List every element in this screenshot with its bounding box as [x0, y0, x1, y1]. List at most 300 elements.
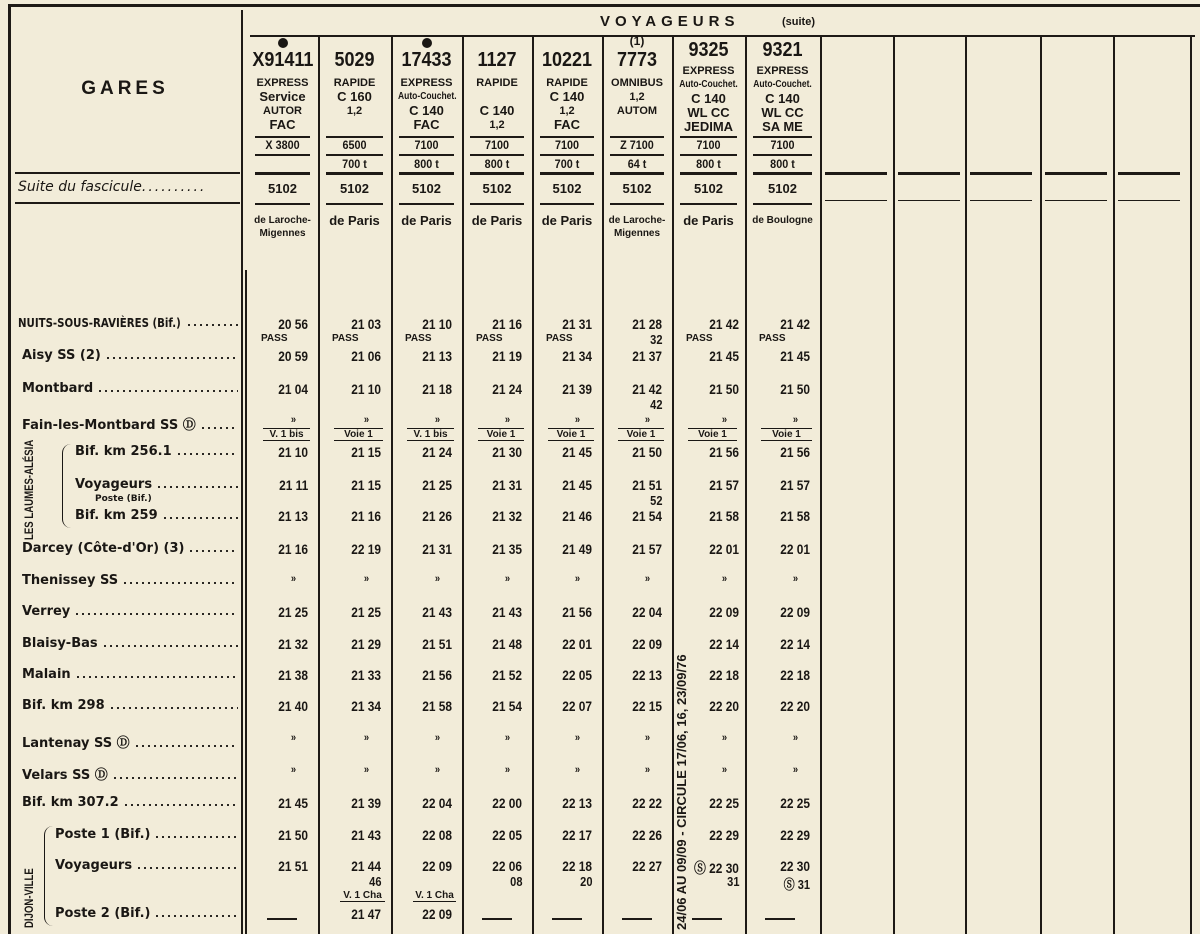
time-cell: 22 26 — [632, 827, 662, 843]
station-name: Lantenay SS Ⓓ — [22, 736, 130, 751]
time-cell: 22 01 — [709, 541, 739, 557]
train-number: 1127 — [477, 49, 517, 71]
gares-divider — [241, 10, 243, 934]
time-cell: 21 39 — [351, 795, 381, 811]
pass-label: PASS — [686, 333, 713, 344]
time-cell: » — [290, 414, 296, 426]
time-cell: 22 29 — [709, 827, 739, 843]
time-cell: 21 10 — [278, 444, 308, 460]
time-cell: 21 51 — [632, 477, 662, 493]
station-row — [22, 604, 238, 619]
empty-col-rule — [970, 200, 1032, 201]
train-type-line: AUTOM — [616, 105, 658, 117]
track-label: V. 1 bis — [263, 428, 310, 441]
train-type-line: RAPIDE — [476, 77, 518, 89]
time-cell: » — [721, 764, 727, 776]
time-cell: » — [363, 414, 369, 426]
time-cell: 21 56 — [422, 667, 452, 683]
time-cell: 21 42 — [780, 316, 810, 332]
time-cell: 21 45 — [278, 795, 308, 811]
time-cell: » — [434, 764, 440, 776]
time-cell: 21 50 — [632, 444, 662, 460]
station-row — [55, 858, 238, 873]
column-divider — [820, 37, 822, 934]
time-cell: » — [434, 732, 440, 744]
train-origin: de Laroche-Migennes — [254, 215, 311, 239]
time-cell: » — [792, 764, 798, 776]
column-divider — [602, 37, 604, 934]
time-cell: 21 16 — [351, 508, 381, 524]
time-cell: » — [792, 573, 798, 585]
train-origin: de Paris — [541, 213, 593, 228]
station-name: Verrey — [22, 604, 71, 619]
time-cell: 22 09 — [422, 858, 452, 874]
time-cell: 21 32 — [278, 636, 308, 652]
rule-thick — [399, 172, 454, 175]
pass-label: PASS — [332, 333, 359, 344]
track-label: Voie 1 — [618, 428, 664, 441]
column-divider — [1113, 37, 1115, 934]
station-row — [22, 541, 238, 556]
time-cell-second: 20 — [579, 874, 592, 889]
track-label: Voie 1 — [478, 428, 524, 441]
dot-leader — [156, 486, 238, 488]
time-cell: 21 13 — [422, 348, 452, 364]
station-name: Bif. km 259 — [75, 508, 158, 523]
laumes-poste-label: Poste (Bif.) — [95, 494, 152, 504]
circulation-note: 24/06 AU 09/09 - CIRCULE 17/06, 16, 23/09/76 — [674, 654, 689, 930]
station-name: Poste 2 (Bif.) — [55, 906, 151, 921]
time-cell: 22 25 — [780, 795, 810, 811]
train-type-line: WL CC — [761, 105, 804, 120]
time-cell: 21 16 — [278, 541, 308, 557]
rule — [680, 203, 737, 205]
train-type-line: C 140 — [409, 103, 444, 118]
track-label: Voie 1 — [688, 428, 737, 441]
brace-laumes — [62, 444, 71, 528]
rule — [680, 154, 737, 156]
time-cell: 21 11 — [278, 477, 308, 493]
train-type — [534, 76, 600, 132]
fascicule-ref: 5102 — [694, 181, 723, 196]
time-cell: 21 03 — [351, 316, 381, 332]
rule — [753, 203, 812, 205]
time-cell: 22 27 — [632, 858, 662, 874]
empty-col-rule — [1045, 200, 1107, 201]
traction: 7100 — [484, 138, 510, 152]
tonnage: 800 t — [770, 157, 795, 171]
time-cell: 21 52 — [492, 667, 522, 683]
station-name: Darcey (Côte-d'Or) (3) — [22, 541, 185, 556]
train-type-line: RAPIDE — [333, 77, 376, 89]
train-type — [674, 64, 743, 134]
time-cell-second: 46 — [368, 874, 381, 889]
station-row — [75, 508, 238, 523]
train-type — [320, 76, 389, 118]
train-type-line: C 160 — [337, 89, 372, 104]
time-cell: 22 22 — [632, 795, 662, 811]
time-cell: 22 13 — [632, 667, 662, 683]
dot-leader — [154, 915, 238, 917]
train-type-line: C 140 — [765, 91, 800, 106]
time-cell: 22 04 — [422, 795, 452, 811]
time-cell: 21 31 — [562, 316, 592, 332]
tonnage: 700 t — [342, 157, 367, 171]
rule — [610, 154, 664, 156]
time-cell: 21 10 — [422, 316, 452, 332]
train-type-line: 1,2 — [559, 105, 575, 117]
time-cell: 21 33 — [351, 667, 381, 683]
time-cell: Ⓢ 22 30 — [694, 860, 739, 876]
time-cell: 21 58 — [709, 508, 739, 524]
time-cell: 21 29 — [351, 636, 381, 652]
time-cell: 21 37 — [632, 348, 662, 364]
station-row — [22, 764, 238, 783]
rule — [255, 203, 310, 205]
dot-leader — [176, 453, 238, 455]
time-cell: 21 48 — [492, 636, 522, 652]
rule — [255, 154, 310, 156]
traction: 7100 — [770, 138, 795, 152]
station-name: Poste 1 (Bif.) — [55, 827, 151, 842]
train-type-line: JEDIMA — [683, 119, 734, 134]
time-cell: 21 13 — [278, 508, 308, 524]
train-type — [249, 76, 316, 132]
time-cell: 21 50 — [780, 381, 810, 397]
time-cell: 22 18 — [562, 858, 592, 874]
time-cell: 22 18 — [709, 667, 739, 683]
time-cell: 22 04 — [632, 604, 662, 620]
train-number: 9321 — [762, 39, 803, 61]
dot-leader — [109, 707, 238, 709]
fascicule-ref: 5102 — [340, 181, 369, 196]
train-type — [747, 64, 818, 134]
station-row — [22, 795, 238, 810]
time-cell: 21 56 — [780, 444, 810, 460]
station-name: Velars SS Ⓓ — [22, 768, 108, 783]
time-cell: 21 43 — [351, 827, 381, 843]
dot-leader — [122, 582, 238, 584]
time-cell: 21 04 — [278, 381, 308, 397]
time-cell: 21 45 — [709, 348, 739, 364]
empty-col-rule — [1118, 200, 1180, 201]
train-type — [393, 76, 460, 132]
column-divider — [893, 37, 895, 934]
traction: 7100 — [696, 138, 721, 152]
time-cell: 21 24 — [492, 381, 522, 397]
traction: 6500 — [342, 138, 367, 152]
dot-leader — [102, 645, 238, 647]
station-name: Voyageurs — [75, 477, 153, 492]
suite-label-text: Suite du fascicule — [18, 179, 142, 195]
train-type-line: FAC — [269, 117, 296, 132]
time-cell: 21 44 — [351, 858, 381, 874]
gares-rule-top — [15, 172, 240, 174]
time-cell: 22 15 — [632, 698, 662, 714]
time-cell: 21 57 — [709, 477, 739, 493]
time-cell-second: 32 — [649, 332, 662, 347]
rule-thick — [326, 172, 383, 175]
train-type-line: C 140 — [549, 89, 585, 104]
time-cell: 21 28 — [632, 316, 662, 332]
station-row — [18, 316, 238, 330]
time-cell: 21 40 — [278, 698, 308, 714]
time-cell: 22 25 — [709, 795, 739, 811]
time-cell: 22 20 — [780, 698, 810, 714]
dot-leader — [74, 613, 238, 615]
column-divider — [1040, 37, 1042, 934]
no-stop-dash — [622, 918, 652, 920]
bullet-marker-icon — [422, 38, 432, 48]
suite-du-fascicule-label — [18, 179, 206, 195]
time-cell: » — [434, 414, 440, 426]
tonnage: 800 t — [696, 157, 721, 171]
time-cell: 22 09 — [422, 906, 452, 922]
dot-leader — [105, 357, 238, 359]
train-number: 9325 — [688, 39, 729, 61]
column-divider — [318, 37, 320, 934]
station-row — [22, 698, 238, 713]
time-cell: 22 01 — [780, 541, 810, 557]
traction: 7100 — [554, 138, 580, 152]
time-cell: » — [434, 573, 440, 585]
section-title: VOYAGEURS — [600, 13, 740, 30]
train-origin: de Paris — [683, 213, 734, 228]
time-cell: 22 14 — [780, 636, 810, 652]
rule-thick — [255, 172, 310, 175]
rule — [753, 154, 812, 156]
traction: X 3800 — [265, 138, 300, 152]
rule — [470, 203, 524, 205]
time-cell: 21 24 — [422, 444, 452, 460]
rule — [610, 203, 664, 205]
time-cell: » — [644, 764, 650, 776]
time-cell: » — [574, 764, 580, 776]
train-type-line: EXPRESS — [682, 65, 735, 77]
time-cell: » — [721, 732, 727, 744]
column-divider — [745, 37, 747, 934]
fascicule-ref: 5102 — [412, 181, 441, 196]
dot-leader — [97, 390, 238, 392]
dot-leader — [123, 804, 238, 806]
station-row — [22, 348, 238, 363]
time-cell: 22 29 — [780, 827, 810, 843]
time-cell: 21 31 — [422, 541, 452, 557]
train-type-line: C 140 — [479, 103, 515, 118]
time-cell: 21 31 — [492, 477, 522, 493]
time-cell: 22 09 — [632, 636, 662, 652]
rule — [540, 203, 594, 205]
train-type-line: EXPRESS — [400, 77, 453, 89]
train-origin: de Paris — [401, 213, 452, 228]
station-row — [55, 827, 238, 842]
tonnage: 800 t — [484, 157, 510, 171]
time-cell: 21 18 — [422, 381, 452, 397]
time-cell: 21 30 — [492, 444, 522, 460]
time-cell: 21 51 — [422, 636, 452, 652]
time-cell: 21 51 — [278, 858, 308, 874]
time-cell: » — [290, 573, 296, 585]
time-cell: 21 58 — [422, 698, 452, 714]
time-cell: 21 43 — [422, 604, 452, 620]
traction: Z 7100 — [620, 138, 654, 152]
time-cell: 22 14 — [709, 636, 739, 652]
time-cell: 21 45 — [562, 477, 592, 493]
train-type-line: OMNIBUS — [611, 77, 663, 89]
rule — [326, 154, 383, 156]
time-cell: » — [721, 414, 727, 426]
track-label: V. 1 Cha — [413, 890, 456, 902]
empty-col-rule — [825, 172, 887, 175]
time-cell: 21 43 — [492, 604, 522, 620]
time-cell-second: 31 — [726, 874, 739, 889]
train-type — [604, 76, 670, 118]
time-cell: 21 45 — [780, 348, 810, 364]
station-row — [55, 906, 238, 921]
column-divider — [462, 37, 464, 934]
train-type-line: EXPRESS — [756, 65, 809, 77]
fascicule-ref: 5102 — [552, 181, 582, 196]
fascicule-ref: 5102 — [482, 181, 512, 196]
station-row — [22, 381, 238, 396]
time-cell: 21 57 — [632, 541, 662, 557]
fascicule-ref: 5102 — [622, 181, 652, 196]
empty-col-rule — [970, 172, 1032, 175]
rule — [399, 154, 454, 156]
time-cell-second: 52 — [649, 493, 662, 508]
time-cell: 21 32 — [492, 508, 522, 524]
pass-label: PASS — [546, 333, 573, 344]
time-cell: » — [363, 764, 369, 776]
column-divider — [1190, 37, 1192, 934]
time-cell: 21 58 — [780, 508, 810, 524]
no-stop-dash — [765, 918, 795, 920]
tonnage: 700 t — [554, 157, 580, 171]
time-cell: » — [644, 732, 650, 744]
station-row — [22, 573, 238, 588]
column-divider — [532, 37, 534, 934]
time-cell-second: 42 — [649, 397, 662, 412]
time-cell: 22 09 — [709, 604, 739, 620]
time-cell: 22 17 — [562, 827, 592, 843]
time-cell: 21 10 — [351, 381, 381, 397]
time-cell: 22 00 — [492, 795, 522, 811]
station-name: Fain-les-Montbard SS Ⓓ — [22, 418, 196, 433]
rule-thick — [470, 172, 524, 175]
station-name: Thenissey SS — [22, 573, 119, 588]
dot-leader — [75, 676, 238, 678]
time-cell: 22 30 — [780, 858, 810, 874]
train-type-line: Service — [259, 89, 306, 104]
station-name: Montbard — [22, 381, 94, 396]
track-label: V. 1 Cha — [340, 890, 385, 902]
station-name: Bif. km 256.1 — [75, 444, 172, 459]
train-note: (1) — [629, 34, 645, 48]
time-cell: » — [792, 414, 798, 426]
train-type-line: FAC — [413, 117, 440, 132]
station-name: Bif. km 298 — [22, 698, 105, 713]
time-cell: 21 15 — [351, 444, 381, 460]
track-label: Voie 1 — [548, 428, 594, 441]
time-cell: » — [644, 414, 650, 426]
column-divider — [672, 37, 674, 934]
empty-col-rule — [898, 200, 960, 201]
train-type-line: 1,2 — [346, 105, 363, 117]
train-type-line: C 140 — [691, 91, 726, 106]
empty-col-rule — [898, 172, 960, 175]
section-title-suffix: (suite) — [782, 16, 815, 28]
time-cell-second: Ⓢ 31 — [783, 877, 810, 892]
time-cell: » — [644, 573, 650, 585]
dot-leader — [188, 550, 238, 552]
time-cell: 21 26 — [422, 508, 452, 524]
time-cell: 21 25 — [278, 604, 308, 620]
time-cell: 22 05 — [562, 667, 592, 683]
time-cell: 21 25 — [351, 604, 381, 620]
time-cell: 22 18 — [780, 667, 810, 683]
tonnage: 64 t — [627, 157, 647, 171]
time-cell: 22 20 — [709, 698, 739, 714]
dot-leader — [162, 517, 238, 519]
train-type-line: FAC — [554, 117, 580, 132]
station-row — [22, 667, 238, 682]
station-name: Malain — [22, 667, 71, 682]
gares-rule-bottom — [15, 202, 240, 204]
rule — [326, 203, 383, 205]
pass-label: PASS — [405, 333, 432, 344]
time-cell: 20 59 — [278, 348, 308, 364]
gares-divider-double — [245, 270, 247, 934]
time-cell: » — [574, 573, 580, 585]
train-origin: de Laroche-Migennes — [608, 215, 666, 239]
no-stop-dash — [692, 918, 722, 920]
time-cell: 21 06 — [351, 348, 381, 364]
gares-header: GARES — [81, 78, 169, 99]
station-row — [22, 636, 238, 651]
time-cell: » — [504, 414, 510, 426]
station-row — [22, 414, 238, 433]
dot-leader: .......... — [141, 179, 207, 195]
time-cell: 21 38 — [278, 667, 308, 683]
time-cell: 21 46 — [562, 508, 592, 524]
station-row — [22, 732, 238, 751]
train-number: 5029 — [334, 49, 375, 71]
time-cell: 20 56 — [278, 316, 308, 332]
rule — [540, 154, 594, 156]
dot-leader — [112, 777, 238, 779]
time-cell: 21 16 — [492, 316, 522, 332]
station-name: Bif. km 307.2 — [22, 795, 119, 810]
time-cell: 21 35 — [492, 541, 522, 557]
time-cell: » — [504, 764, 510, 776]
train-type — [464, 76, 530, 132]
time-cell: » — [721, 573, 727, 585]
train-origin: de Paris — [329, 213, 380, 228]
time-cell: 21 57 — [780, 477, 810, 493]
group-label-dijon: DIJON-VILLE — [22, 868, 36, 928]
rule-thick — [540, 172, 594, 175]
tonnage: 800 t — [414, 157, 439, 171]
time-cell: 21 50 — [709, 381, 739, 397]
train-type-line: AUTOR — [263, 105, 302, 117]
station-row — [75, 444, 238, 459]
column-divider — [391, 37, 393, 934]
time-cell: » — [363, 732, 369, 744]
station-name: Blaisy-Bas — [22, 636, 98, 651]
no-stop-dash — [482, 918, 512, 920]
track-label: Voie 1 — [761, 428, 812, 441]
train-type-line: Auto-Couchet. — [398, 91, 457, 102]
